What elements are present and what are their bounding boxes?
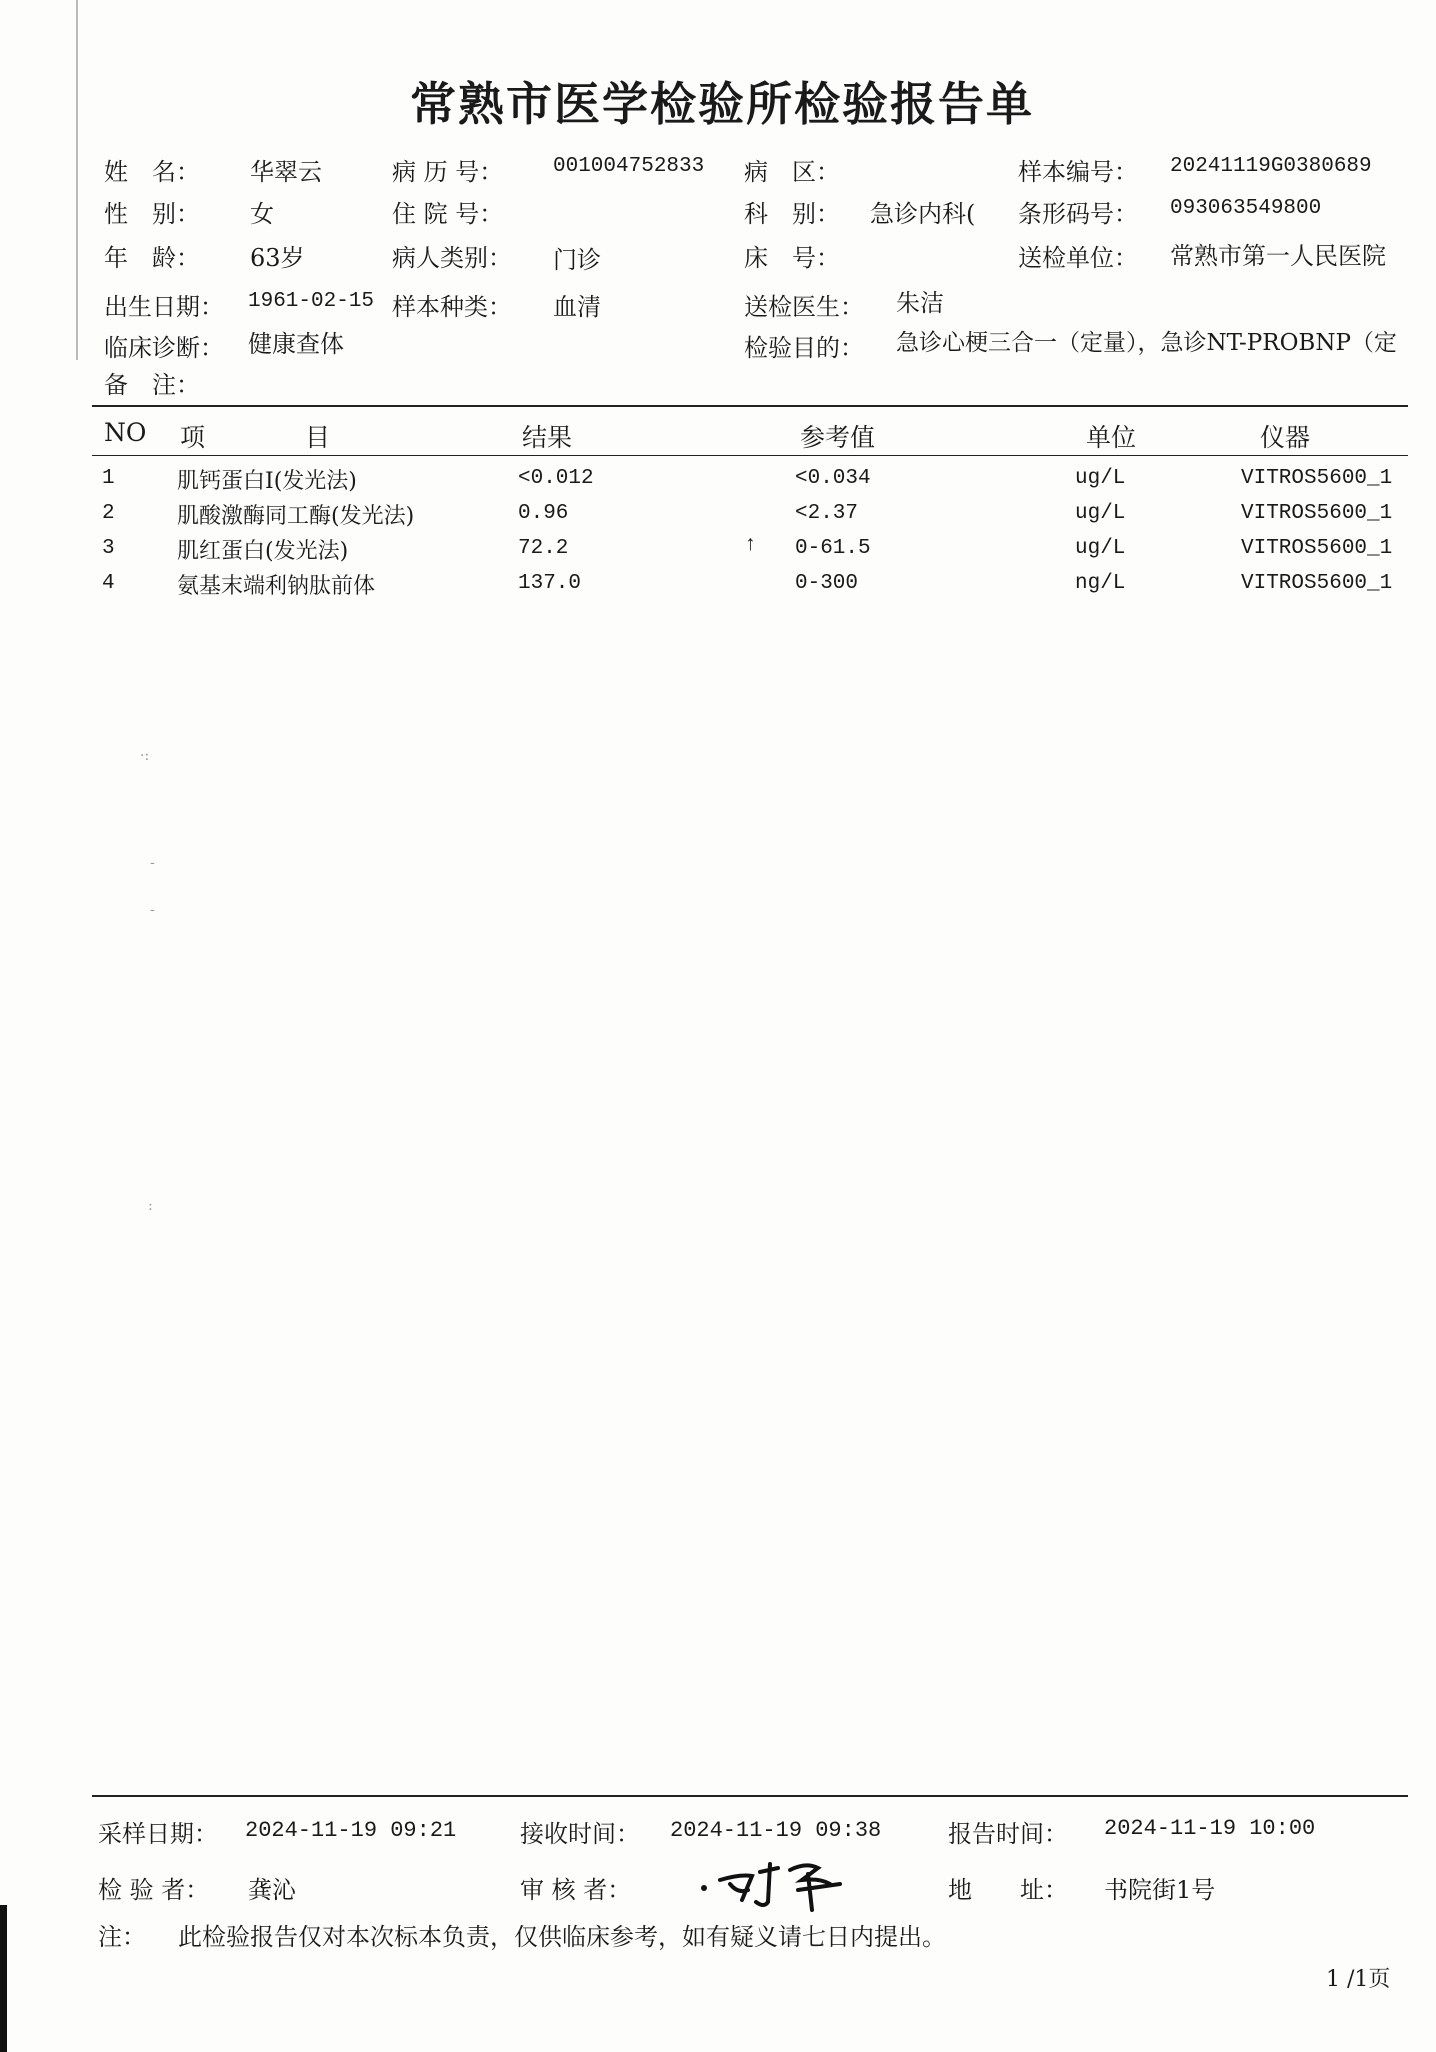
record-no: 001004752833 — [553, 155, 705, 178]
bed-label: 床 号： — [744, 244, 840, 272]
dob-value: 1961-02-15 — [248, 290, 375, 313]
note-label: 注： — [98, 1923, 146, 1951]
receive-time: 2024-11-19 09:38 — [670, 1818, 882, 1843]
row-result: 72.2 — [518, 537, 569, 560]
tester-label: 检 验 者： — [98, 1876, 210, 1904]
barcode-value: 093063549800 — [1170, 197, 1322, 220]
row-item: 肌钙蛋白I(发光法) — [177, 469, 357, 494]
record-label: 病 历 号： — [392, 158, 504, 186]
doctor-label: 送检医生： — [744, 293, 864, 321]
scan-speck: - — [150, 902, 155, 918]
collect-label: 采样日期： — [98, 1820, 218, 1848]
patient-sex: 女 — [250, 200, 274, 228]
address-label: 地 址： — [948, 1876, 1068, 1904]
diagnosis-value: 健康查体 — [248, 330, 344, 358]
scan-edge — [76, 0, 78, 360]
row-item: 肌酸激酶同工酶(发光法) — [177, 504, 415, 529]
row-unit: ng/L — [1075, 572, 1126, 595]
collect-time: 2024-11-19 09:21 — [245, 1818, 457, 1843]
row-result: 0.96 — [518, 502, 569, 525]
note-text: 此检验报告仅对本次标本负责，仅供临床参考，如有疑义请七日内提出。 — [178, 1923, 946, 1951]
col-result: 结果 — [522, 423, 573, 452]
patient-name: 华翠云 — [250, 158, 322, 186]
report-time: 2024-11-19 10:00 — [1104, 1816, 1316, 1841]
dob-label: 出生日期： — [104, 293, 224, 321]
col-unit: 单位 — [1086, 423, 1137, 452]
specimen-label: 样本种类： — [392, 293, 512, 321]
row-no: 3 — [102, 537, 115, 560]
row-flag-high: ↑ — [744, 534, 757, 557]
row-instrument: VITROS5600_1 — [1241, 467, 1393, 490]
row-ref: <0.034 — [795, 467, 871, 490]
barcode-label: 条形码号： — [1018, 200, 1138, 228]
row-unit: ug/L — [1075, 467, 1126, 490]
page-number: 1 /1页 — [1326, 1967, 1391, 1992]
row-unit: ug/L — [1075, 537, 1126, 560]
row-item: 肌红蛋白(发光法) — [177, 539, 349, 564]
row-ref: 0-61.5 — [795, 537, 871, 560]
row-instrument: VITROS5600_1 — [1241, 537, 1393, 560]
receive-label: 接收时间： — [520, 1820, 640, 1848]
col-no: NO — [104, 418, 147, 447]
row-no: 2 — [102, 502, 115, 525]
scan-edge-bottom — [0, 1905, 7, 2052]
footer-top-rule — [92, 1795, 1408, 1797]
report-time-label: 报告时间： — [948, 1820, 1068, 1848]
report-title: 常熟市医学检验所检验报告单 — [410, 77, 1034, 131]
row-no: 1 — [102, 467, 115, 490]
patient-age: 63岁 — [250, 244, 305, 272]
col-instrument: 仪器 — [1260, 423, 1311, 452]
table-header-rule — [92, 455, 1408, 456]
purpose-value: 急诊心梗三合一（定量），急诊NT-PROBNP（定 — [896, 330, 1397, 356]
row-ref: <2.37 — [795, 502, 859, 525]
specimen-value: 血清 — [553, 293, 601, 321]
row-result: <0.012 — [518, 467, 594, 490]
col-item: 项 目 — [180, 423, 331, 452]
tester-value: 龚沁 — [248, 1876, 296, 1904]
unit-value: 常熟市第一人民医院 — [1170, 242, 1386, 270]
sample-no: 20241119G0380689 — [1170, 155, 1372, 178]
scan-speck: - — [150, 855, 155, 871]
sample-no-label: 样本编号： — [1018, 158, 1138, 186]
reviewer-signature — [690, 1850, 870, 1920]
row-ref: 0-300 — [795, 572, 859, 595]
dept-label: 科 别： — [744, 200, 840, 228]
row-instrument: VITROS5600_1 — [1241, 572, 1393, 595]
row-result: 137.0 — [518, 572, 582, 595]
address-value: 书院街1号 — [1104, 1876, 1216, 1904]
row-no: 4 — [102, 572, 115, 595]
name-label: 姓 名： — [104, 158, 200, 186]
inpatient-label: 住 院 号： — [392, 200, 504, 228]
ward-label: 病 区： — [744, 158, 840, 186]
scan-speck: : — [148, 1198, 153, 1214]
row-unit: ug/L — [1075, 502, 1126, 525]
scan-speck: ·: — [140, 748, 150, 764]
sex-label: 性 别： — [104, 200, 200, 228]
type-label: 病人类别： — [392, 244, 512, 272]
row-instrument: VITROS5600_1 — [1241, 502, 1393, 525]
dept-value: 急诊内科( — [870, 200, 976, 228]
patient-type: 门诊 — [553, 246, 601, 274]
table-top-rule — [92, 405, 1408, 407]
row-item: 氨基末端利钠肽前体 — [177, 574, 376, 599]
unit-label: 送检单位： — [1018, 244, 1138, 272]
age-label: 年 龄： — [104, 244, 200, 272]
purpose-label: 检验目的： — [744, 334, 864, 362]
reviewer-label: 审 核 者： — [520, 1876, 632, 1904]
remark-label: 备 注： — [104, 371, 200, 399]
col-ref: 参考值 — [800, 423, 876, 452]
diagnosis-label: 临床诊断： — [104, 334, 224, 362]
doctor-value: 朱洁 — [896, 289, 944, 317]
